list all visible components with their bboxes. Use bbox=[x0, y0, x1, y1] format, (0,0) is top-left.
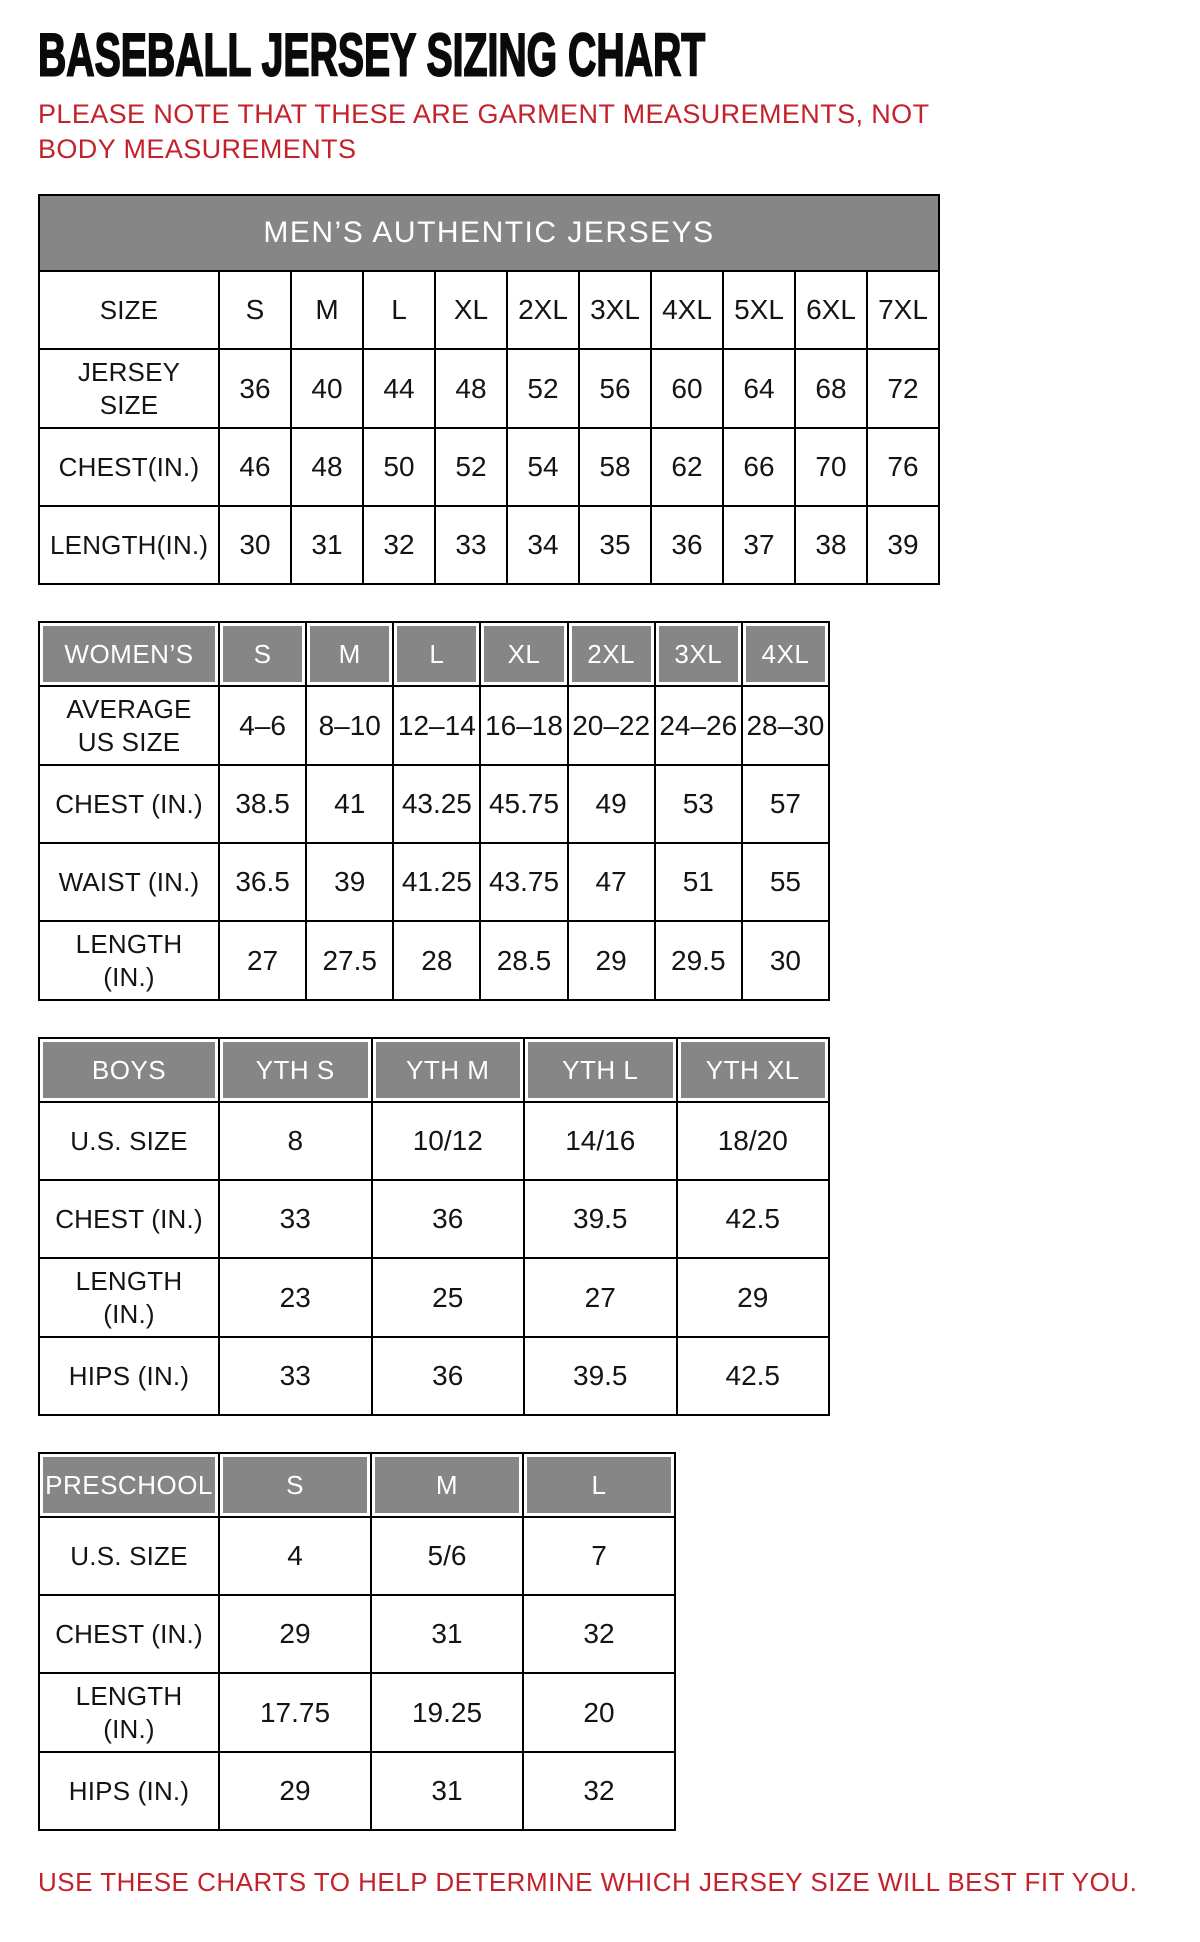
mens-value-cell: 35 bbox=[579, 506, 651, 584]
mens-value-cell: S bbox=[219, 271, 291, 349]
mens-value-cell: 56 bbox=[579, 349, 651, 428]
womens-row-2 bbox=[39, 843, 829, 921]
boys-size-header-yth-xl: YTH XL bbox=[677, 1038, 830, 1102]
mens-value-cell: L bbox=[363, 271, 435, 349]
size-tables-container bbox=[38, 194, 1162, 1831]
mens-value-cell: 3XL bbox=[579, 271, 651, 349]
womens-value-cell: 28.5 bbox=[480, 921, 567, 1000]
womens-value-cell: 24–26 bbox=[655, 686, 742, 765]
mens-value-cell: 70 bbox=[795, 428, 867, 506]
mens-value-cell: 66 bbox=[723, 428, 795, 506]
preschool-header-row bbox=[39, 1453, 675, 1517]
mens-row-label-0: SIZE bbox=[39, 271, 219, 349]
mens-row-0 bbox=[39, 271, 939, 349]
preschool-value-cell: 29 bbox=[219, 1595, 371, 1673]
mens-value-cell: 39 bbox=[867, 506, 939, 584]
mens-value-cell: 52 bbox=[435, 428, 507, 506]
mens-value-cell: 34 bbox=[507, 506, 579, 584]
boys-value-cell: 33 bbox=[219, 1180, 372, 1258]
womens-row-label-1: CHEST (IN.) bbox=[39, 765, 219, 843]
mens-value-cell: 36 bbox=[219, 349, 291, 428]
preschool-value-cell: 7 bbox=[523, 1517, 675, 1595]
womens-value-cell: 8–10 bbox=[306, 686, 393, 765]
mens-value-cell: 58 bbox=[579, 428, 651, 506]
womens-value-cell: 36.5 bbox=[219, 843, 306, 921]
womens-row-0 bbox=[39, 686, 829, 765]
womens-row-label-2: WAIST (IN.) bbox=[39, 843, 219, 921]
womens-value-cell: 43.75 bbox=[480, 843, 567, 921]
preschool-row-3 bbox=[39, 1752, 675, 1830]
mens-value-cell: 40 bbox=[291, 349, 363, 428]
boys-value-cell: 10/12 bbox=[372, 1102, 525, 1180]
womens-size-header-4xl: 4XL bbox=[742, 622, 829, 686]
boys-value-cell: 14/16 bbox=[524, 1102, 677, 1180]
womens-header-row bbox=[39, 622, 829, 686]
womens-value-cell: 43.25 bbox=[393, 765, 480, 843]
mens-row-label-1: JERSEY SIZE bbox=[39, 349, 219, 428]
preschool-value-cell: 29 bbox=[219, 1752, 371, 1830]
mens-value-cell: 64 bbox=[723, 349, 795, 428]
boys-value-cell: 33 bbox=[219, 1337, 372, 1415]
mens-value-cell: 44 bbox=[363, 349, 435, 428]
womens-value-cell: 12–14 bbox=[393, 686, 480, 765]
preschool-row-label-1: CHEST (IN.) bbox=[39, 1595, 219, 1673]
boys-row-1 bbox=[39, 1180, 829, 1258]
mens-value-cell: M bbox=[291, 271, 363, 349]
boys-value-cell: 39.5 bbox=[524, 1337, 677, 1415]
mens-value-cell: 37 bbox=[723, 506, 795, 584]
womens-value-cell: 39 bbox=[306, 843, 393, 921]
preschool-size-header-m: M bbox=[371, 1453, 523, 1517]
mens-row-2 bbox=[39, 428, 939, 506]
preschool-row-1 bbox=[39, 1595, 675, 1673]
preschool-row-0 bbox=[39, 1517, 675, 1595]
preschool-row-label-3: HIPS (IN.) bbox=[39, 1752, 219, 1830]
mens-value-cell: 33 bbox=[435, 506, 507, 584]
womens-size-table bbox=[38, 621, 830, 1001]
preschool-row-2 bbox=[39, 1673, 675, 1752]
mens-caption-row bbox=[39, 195, 939, 271]
mens-row-3 bbox=[39, 506, 939, 584]
mens-value-cell: 30 bbox=[219, 506, 291, 584]
womens-value-cell: 38.5 bbox=[219, 765, 306, 843]
boys-size-header-yth-s: YTH S bbox=[219, 1038, 372, 1102]
womens-value-cell: 29 bbox=[568, 921, 655, 1000]
boys-value-cell: 25 bbox=[372, 1258, 525, 1337]
mens-value-cell: 48 bbox=[435, 349, 507, 428]
mens-value-cell: 31 bbox=[291, 506, 363, 584]
mens-value-cell: 76 bbox=[867, 428, 939, 506]
boys-value-cell: 29 bbox=[677, 1258, 830, 1337]
preschool-value-cell: 17.75 bbox=[219, 1673, 371, 1752]
mens-value-cell: 50 bbox=[363, 428, 435, 506]
preschool-value-cell: 32 bbox=[523, 1752, 675, 1830]
womens-size-header-m: M bbox=[306, 622, 393, 686]
mens-value-cell: 68 bbox=[795, 349, 867, 428]
mens-size-table bbox=[38, 194, 940, 585]
preschool-size-table bbox=[38, 1452, 676, 1831]
womens-row-label-3: LENGTH (IN.) bbox=[39, 921, 219, 1000]
preschool-value-cell: 32 bbox=[523, 1595, 675, 1673]
mens-value-cell: 2XL bbox=[507, 271, 579, 349]
mens-value-cell: 46 bbox=[219, 428, 291, 506]
womens-value-cell: 41 bbox=[306, 765, 393, 843]
womens-value-cell: 57 bbox=[742, 765, 829, 843]
womens-value-cell: 30 bbox=[742, 921, 829, 1000]
womens-value-cell: 20–22 bbox=[568, 686, 655, 765]
mens-table-title: MEN’S AUTHENTIC JERSEYS bbox=[39, 195, 939, 271]
mens-value-cell: 7XL bbox=[867, 271, 939, 349]
womens-row-3 bbox=[39, 921, 829, 1000]
womens-value-cell: 49 bbox=[568, 765, 655, 843]
womens-size-header-l: L bbox=[393, 622, 480, 686]
mens-value-cell: 6XL bbox=[795, 271, 867, 349]
boys-value-cell: 18/20 bbox=[677, 1102, 830, 1180]
womens-value-cell: 4–6 bbox=[219, 686, 306, 765]
preschool-value-cell: 20 bbox=[523, 1673, 675, 1752]
womens-size-header-xl: XL bbox=[480, 622, 567, 686]
womens-value-cell: 47 bbox=[568, 843, 655, 921]
womens-size-header-s: S bbox=[219, 622, 306, 686]
boys-size-header-yth-l: YTH L bbox=[524, 1038, 677, 1102]
boys-value-cell: 39.5 bbox=[524, 1180, 677, 1258]
womens-value-cell: 28–30 bbox=[742, 686, 829, 765]
womens-value-cell: 27.5 bbox=[306, 921, 393, 1000]
mens-value-cell: 52 bbox=[507, 349, 579, 428]
womens-value-cell: 16–18 bbox=[480, 686, 567, 765]
boys-row-2 bbox=[39, 1258, 829, 1337]
womens-row-1 bbox=[39, 765, 829, 843]
boys-value-cell: 36 bbox=[372, 1180, 525, 1258]
womens-value-cell: 29.5 bbox=[655, 921, 742, 1000]
womens-value-cell: 28 bbox=[393, 921, 480, 1000]
preschool-value-cell: 19.25 bbox=[371, 1673, 523, 1752]
mens-row-label-3: LENGTH(IN.) bbox=[39, 506, 219, 584]
boys-row-label-2: LENGTH (IN.) bbox=[39, 1258, 219, 1337]
mens-value-cell: 72 bbox=[867, 349, 939, 428]
boys-row-label-1: CHEST (IN.) bbox=[39, 1180, 219, 1258]
boys-size-header-yth-m: YTH M bbox=[372, 1038, 525, 1102]
mens-value-cell: 36 bbox=[651, 506, 723, 584]
womens-value-cell: 45.75 bbox=[480, 765, 567, 843]
mens-value-cell: 4XL bbox=[651, 271, 723, 349]
womens-value-cell: 27 bbox=[219, 921, 306, 1000]
boys-row-label-3: HIPS (IN.) bbox=[39, 1337, 219, 1415]
boys-value-cell: 42.5 bbox=[677, 1337, 830, 1415]
boys-value-cell: 23 bbox=[219, 1258, 372, 1337]
footer-note: USE THESE CHARTS TO HELP DETERMINE WHICH JERSEY SIZE WILL BEST FIT YOU. bbox=[38, 1867, 1138, 1898]
preschool-row-label-2: LENGTH (IN.) bbox=[39, 1673, 219, 1752]
mens-value-cell: 60 bbox=[651, 349, 723, 428]
womens-row-label-0: AVERAGE US SIZE bbox=[39, 686, 219, 765]
mens-row-label-2: CHEST(IN.) bbox=[39, 428, 219, 506]
boys-group-label: BOYS bbox=[39, 1038, 219, 1102]
mens-value-cell: XL bbox=[435, 271, 507, 349]
boys-row-label-0: U.S. SIZE bbox=[39, 1102, 219, 1180]
boys-size-table bbox=[38, 1037, 830, 1416]
preschool-group-label: PRESCHOOL bbox=[39, 1453, 219, 1517]
preschool-size-header-s: S bbox=[219, 1453, 371, 1517]
page-title: BASEBALL JERSEY SIZING CHART bbox=[38, 20, 706, 89]
preschool-value-cell: 5/6 bbox=[371, 1517, 523, 1595]
boys-row-3 bbox=[39, 1337, 829, 1415]
preschool-value-cell: 31 bbox=[371, 1752, 523, 1830]
mens-value-cell: 5XL bbox=[723, 271, 795, 349]
garment-measurement-note: PLEASE NOTE THAT THESE ARE GARMENT MEASUREMENTS, NOT BODY MEASUREMENTS bbox=[38, 98, 929, 165]
womens-value-cell: 53 bbox=[655, 765, 742, 843]
womens-value-cell: 41.25 bbox=[393, 843, 480, 921]
boys-value-cell: 36 bbox=[372, 1337, 525, 1415]
mens-value-cell: 62 bbox=[651, 428, 723, 506]
preschool-size-header-l: L bbox=[523, 1453, 675, 1517]
boys-row-0 bbox=[39, 1102, 829, 1180]
boys-value-cell: 42.5 bbox=[677, 1180, 830, 1258]
boys-value-cell: 8 bbox=[219, 1102, 372, 1180]
womens-size-header-2xl: 2XL bbox=[568, 622, 655, 686]
preschool-value-cell: 4 bbox=[219, 1517, 371, 1595]
boys-value-cell: 27 bbox=[524, 1258, 677, 1337]
mens-value-cell: 32 bbox=[363, 506, 435, 584]
mens-value-cell: 54 bbox=[507, 428, 579, 506]
womens-value-cell: 51 bbox=[655, 843, 742, 921]
preschool-value-cell: 31 bbox=[371, 1595, 523, 1673]
mens-value-cell: 38 bbox=[795, 506, 867, 584]
mens-row-1 bbox=[39, 349, 939, 428]
womens-size-header-3xl: 3XL bbox=[655, 622, 742, 686]
mens-value-cell: 48 bbox=[291, 428, 363, 506]
womens-value-cell: 55 bbox=[742, 843, 829, 921]
womens-group-label: WOMEN’S bbox=[39, 622, 219, 686]
boys-header-row bbox=[39, 1038, 829, 1102]
preschool-row-label-0: U.S. SIZE bbox=[39, 1517, 219, 1595]
